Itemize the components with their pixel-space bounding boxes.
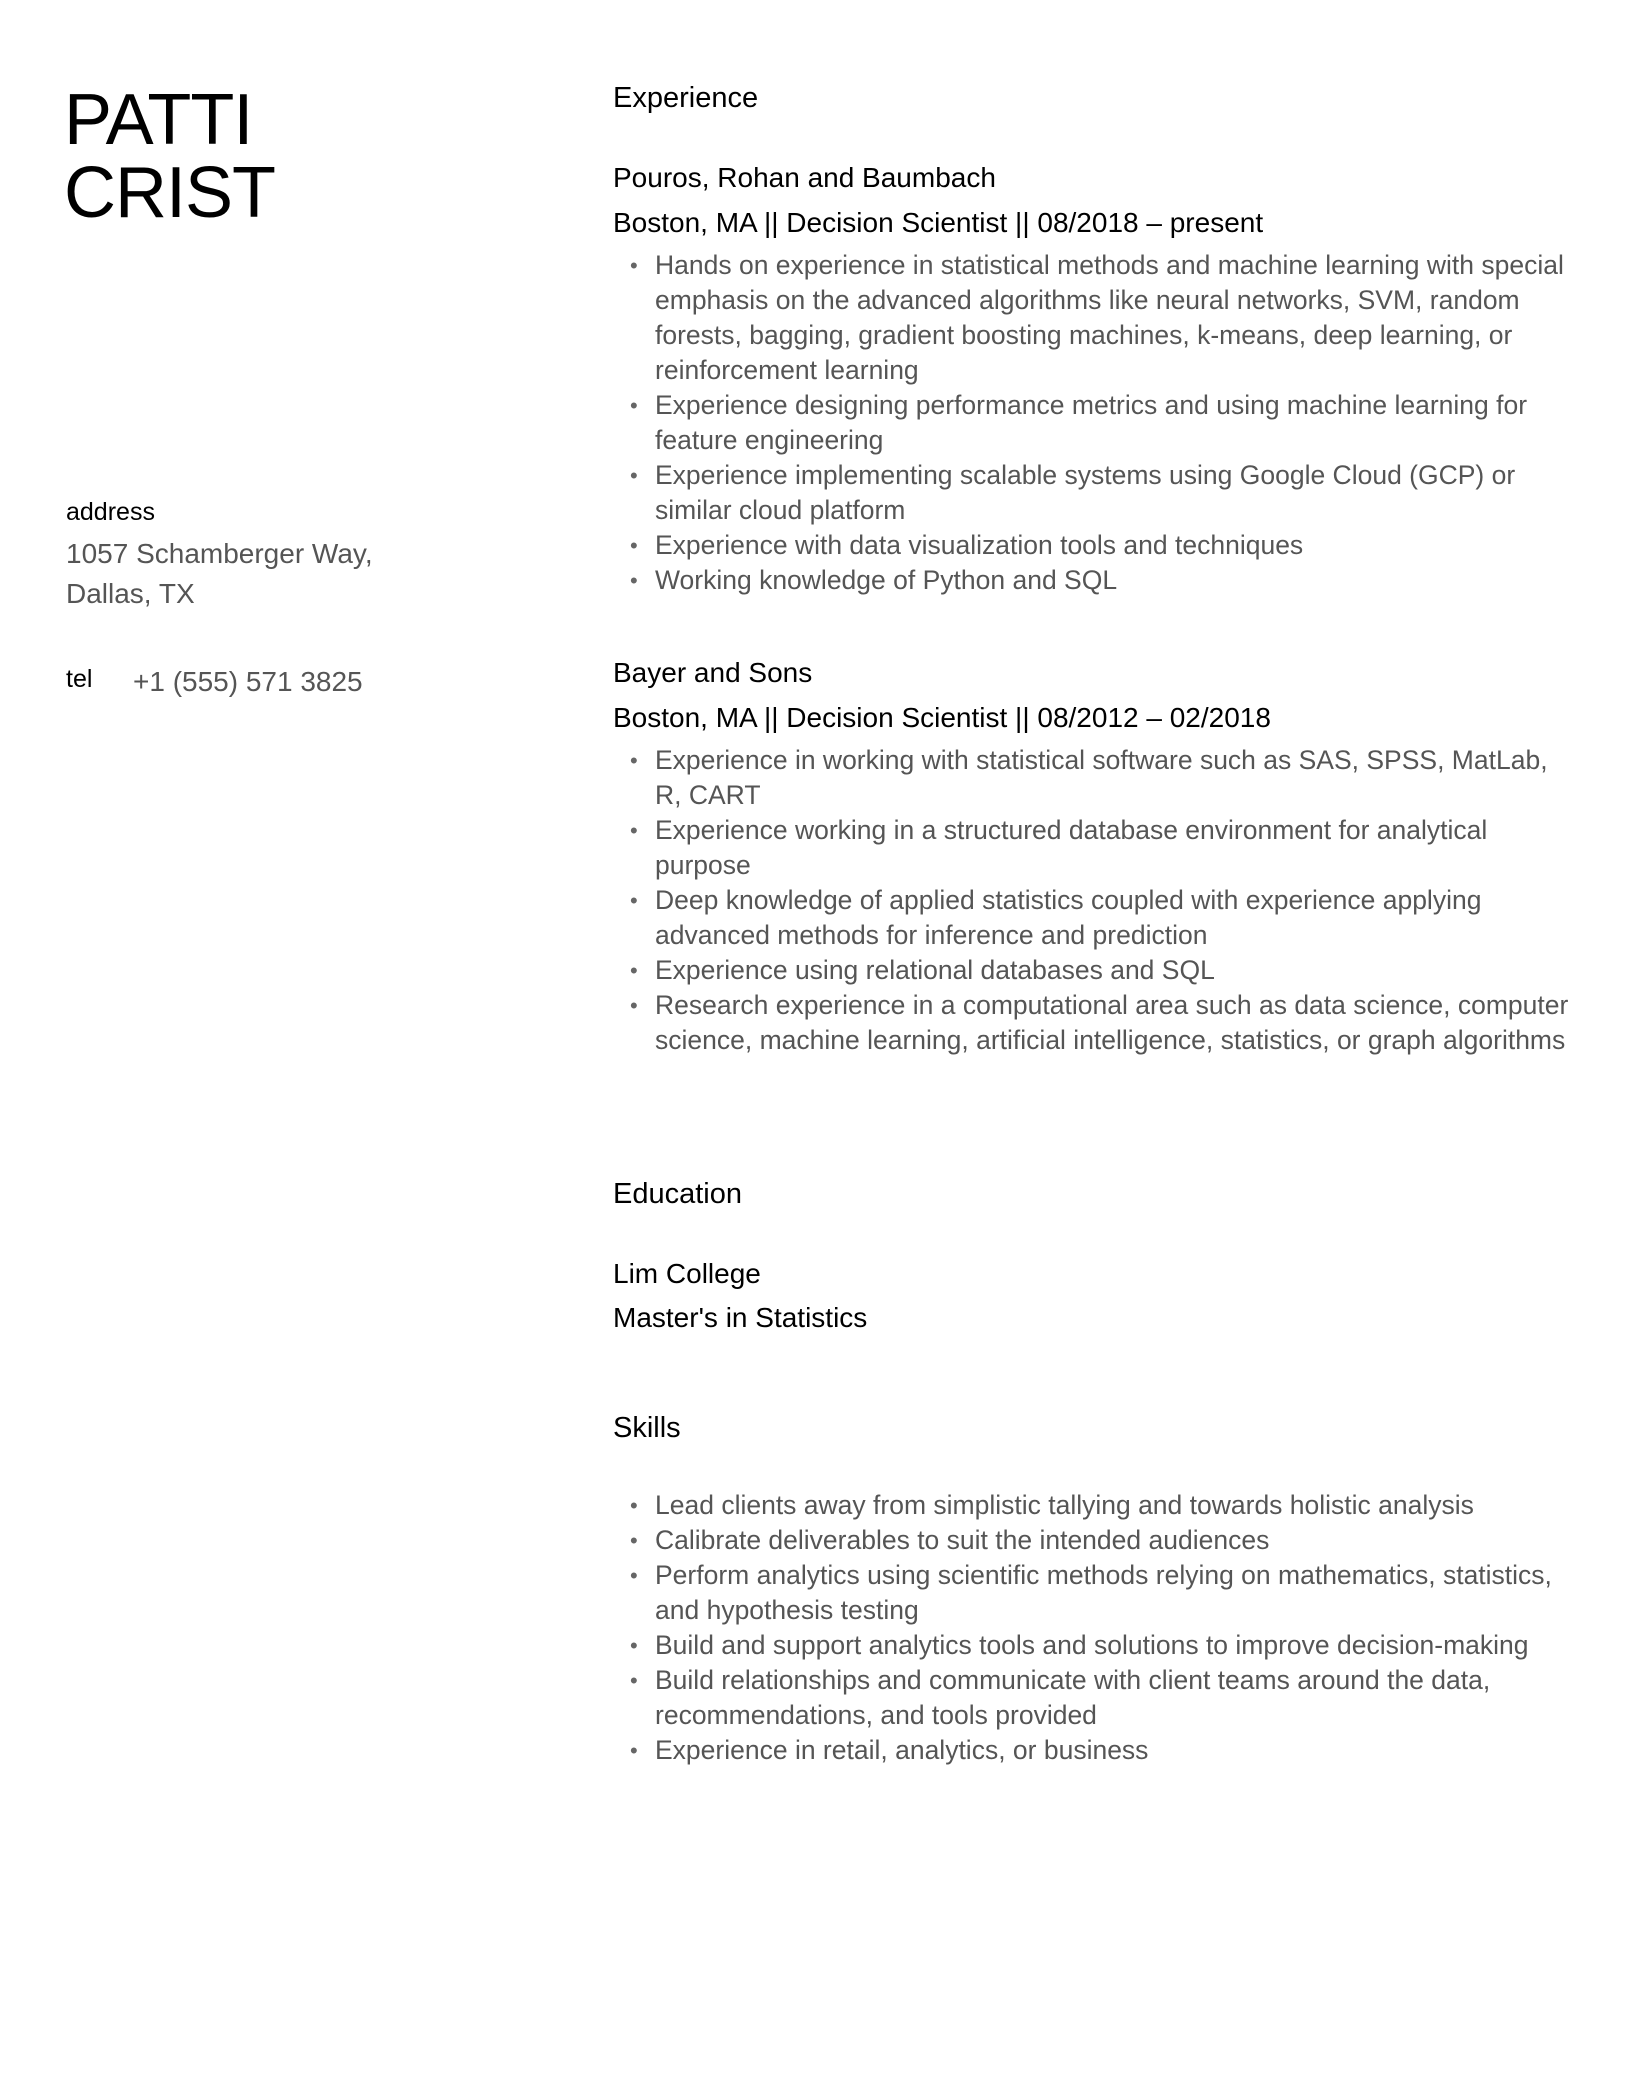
job-bullet: • Experience with data visualization tools and techniques <box>655 528 1575 563</box>
skill-item: • Build relationships and communicate with client teams around the data, recommendations, and tools provided <box>655 1663 1575 1733</box>
candidate-name <box>64 80 275 233</box>
job-bullet: • Experience working in a structured database environment for analytical purpose <box>655 813 1575 883</box>
education-school: Lim College <box>613 1258 761 1289</box>
address-line-2: Dallas, TX <box>66 578 195 609</box>
job-bullet: • Experience using relational databases and SQL <box>655 953 1575 988</box>
address <box>66 534 373 614</box>
job-bullets <box>613 248 1575 598</box>
address-line-1: 1057 Schamberger Way, <box>66 538 373 569</box>
job-bullets <box>613 743 1575 1058</box>
skill-item: • Experience in retail, analytics, or business <box>655 1733 1575 1768</box>
job-bullet: • Experience implementing scalable systems using Google Cloud (GCP) or similar cloud platform <box>655 458 1575 528</box>
skill-item: • Lead clients away from simplistic tallying and towards holistic analysis <box>655 1488 1575 1523</box>
job-meta: Boston, MA || Decision Scientist || 08/2018 – present <box>613 207 1264 238</box>
last-name: CRIST <box>64 153 275 233</box>
skills-title: Skills <box>613 1412 681 1444</box>
job-bullet: • Deep knowledge of applied statistics coupled with experience applying advanced methods for inference and prediction <box>655 883 1575 953</box>
education-degree: Master's in Statistics <box>613 1302 868 1333</box>
tel-label: tel <box>66 665 93 693</box>
experience-title: Experience <box>613 82 759 114</box>
job-meta: Boston, MA || Decision Scientist || 08/2012 – 02/2018 <box>613 702 1271 733</box>
address-label: address <box>66 498 155 526</box>
job-bullet: • Working knowledge of Python and SQL <box>655 563 1575 598</box>
education-title: Education <box>613 1178 742 1210</box>
skill-item: • Calibrate deliverables to suit the intended audiences <box>655 1523 1575 1558</box>
skills-list <box>613 1488 1575 1768</box>
job-bullet: • Experience in working with statistical software such as SAS, SPSS, MatLab, R, CART <box>655 743 1575 813</box>
job-bullet: • Experience designing performance metrics and using machine learning for feature engineering <box>655 388 1575 458</box>
job-company: Bayer and Sons <box>613 657 813 688</box>
telephone: +1 (555) 571 3825 <box>133 666 363 697</box>
job-bullet: • Research experience in a computational area such as data science, computer science, machine learning, artificial intelligence, statistics, or graph algorithms <box>655 988 1575 1058</box>
job-bullet: • Hands on experience in statistical methods and machine learning with special emphasis on the advanced algorithms like neural networks, SVM, random forests, bagging, gradient boosting machines, k-means, deep learning, or reinforcement learning <box>655 248 1575 388</box>
first-name: PATTI <box>64 80 253 160</box>
skill-item: • Build and support analytics tools and solutions to improve decision-making <box>655 1628 1575 1663</box>
job-company: Pouros, Rohan and Baumbach <box>613 162 996 193</box>
skill-item: • Perform analytics using scientific methods relying on mathematics, statistics, and hypothesis testing <box>655 1558 1575 1628</box>
